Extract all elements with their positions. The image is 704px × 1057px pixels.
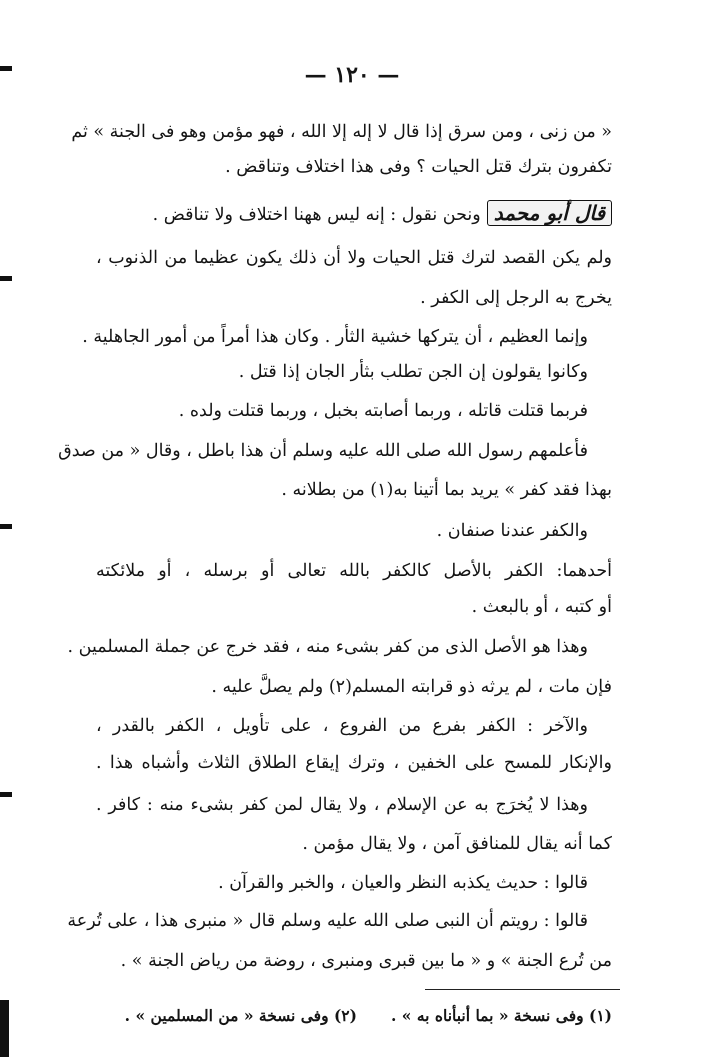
text-line: بهذا فقد كفر » يريد بما أتينا به(١) من بطلانه . (281, 480, 612, 500)
scan-edge-bar (0, 1000, 9, 1057)
scan-edge-mark (0, 276, 12, 281)
text-line: ونحن نقول : إنه ليس ههنا اختلاف ولا تناقض . (152, 205, 481, 225)
text-line: وهذا هو الأصل الذى من كفر بشىء منه ، فقد خرج عن جملة المسلمين . (67, 637, 588, 657)
text-line: والآخر : الكفر بفرع من الفروع ، على تأويل ، الكفر بالقدر ، (96, 716, 588, 736)
text-line: وإنما العظيم ، أن يتركها خشية الثأر . وكان هذا أمراً من أمور الجاهلية . (82, 327, 588, 347)
scan-edge-mark (0, 524, 12, 529)
text-line: قالوا : رويتم أن النبى صلى الله عليه وسلم قال « منبرى هذا ، على تُرعة (67, 911, 588, 931)
footnotes (125, 1006, 612, 1025)
text-line: فإن مات ، لم يرثه ذو قرابته المسلم(٢) ولم يصلَّ عليه . (211, 677, 612, 697)
text-line: فربما قتلت قاتله ، وربما أصابته بخبل ، وربما قتلت ولده . (178, 401, 588, 421)
page-number: — ١٢٠ — (304, 62, 400, 88)
footnote-separator (425, 989, 620, 990)
text-line: أحدهما: الكفر بالأصل كالكفر بالله تعالى أو برسله ، أو ملائكته (96, 561, 612, 581)
text-line-with-heading (153, 200, 612, 230)
text-line: فأعلمهم رسول الله صلى الله عليه وسلم أن هذا باطل ، وقال « من صدق (58, 441, 588, 461)
text-line: يخرج به الرجل إلى الكفر . (420, 288, 612, 308)
text-line: أو كتبه ، أو بالبعث . (471, 597, 612, 617)
text-line: وكانوا يقولون إن الجن تطلب بثأر الجان إذا قتل . (238, 362, 588, 382)
text-line: ولم يكن القصد لترك قتل الحيات ولا أن ذلك يكون عظيما من الذنوب ، (96, 248, 612, 268)
footnote-1: (١) وفى نسخة « بما أنبأناه به » . (390, 1006, 612, 1025)
text-line: قالوا : حديث يكذبه النظر والعيان ، والخبر والقرآن . (218, 873, 588, 893)
text-line: وهذا لا يُخرَج به عن الإسلام ، ولا يقال لمن كفر بشىء منه : كافر . (96, 795, 588, 815)
text-line: تكفرون بترك قتل الحيات ؟ وفى هذا اختلاف وتناقض . (225, 157, 612, 177)
text-line: « من زنى ، ومن سرق إذا قال لا إله إلا الله ، فهو مؤمن وهو فى الجنة » ثم (71, 122, 612, 142)
text-line: والإنكار للمسح على الخفين ، وترك إيقاع الطلاق الثلاث وأشباه هذا . (96, 753, 612, 773)
footnote-2: (٢) وفى نسخة « من المسلمين » . (124, 1006, 357, 1025)
scan-edge-mark (0, 792, 12, 797)
text-line: كما أنه يقال للمنافق آمن ، ولا يقال مؤمن . (302, 834, 612, 854)
text-line: من تُرع الجنة » و « ما بين قبرى ومنبرى ، روضة من رياض الجنة » . (120, 951, 612, 971)
text-line: والكفر عندنا صنفان . (436, 521, 588, 541)
section-heading: قال أبو محمد (487, 200, 612, 226)
